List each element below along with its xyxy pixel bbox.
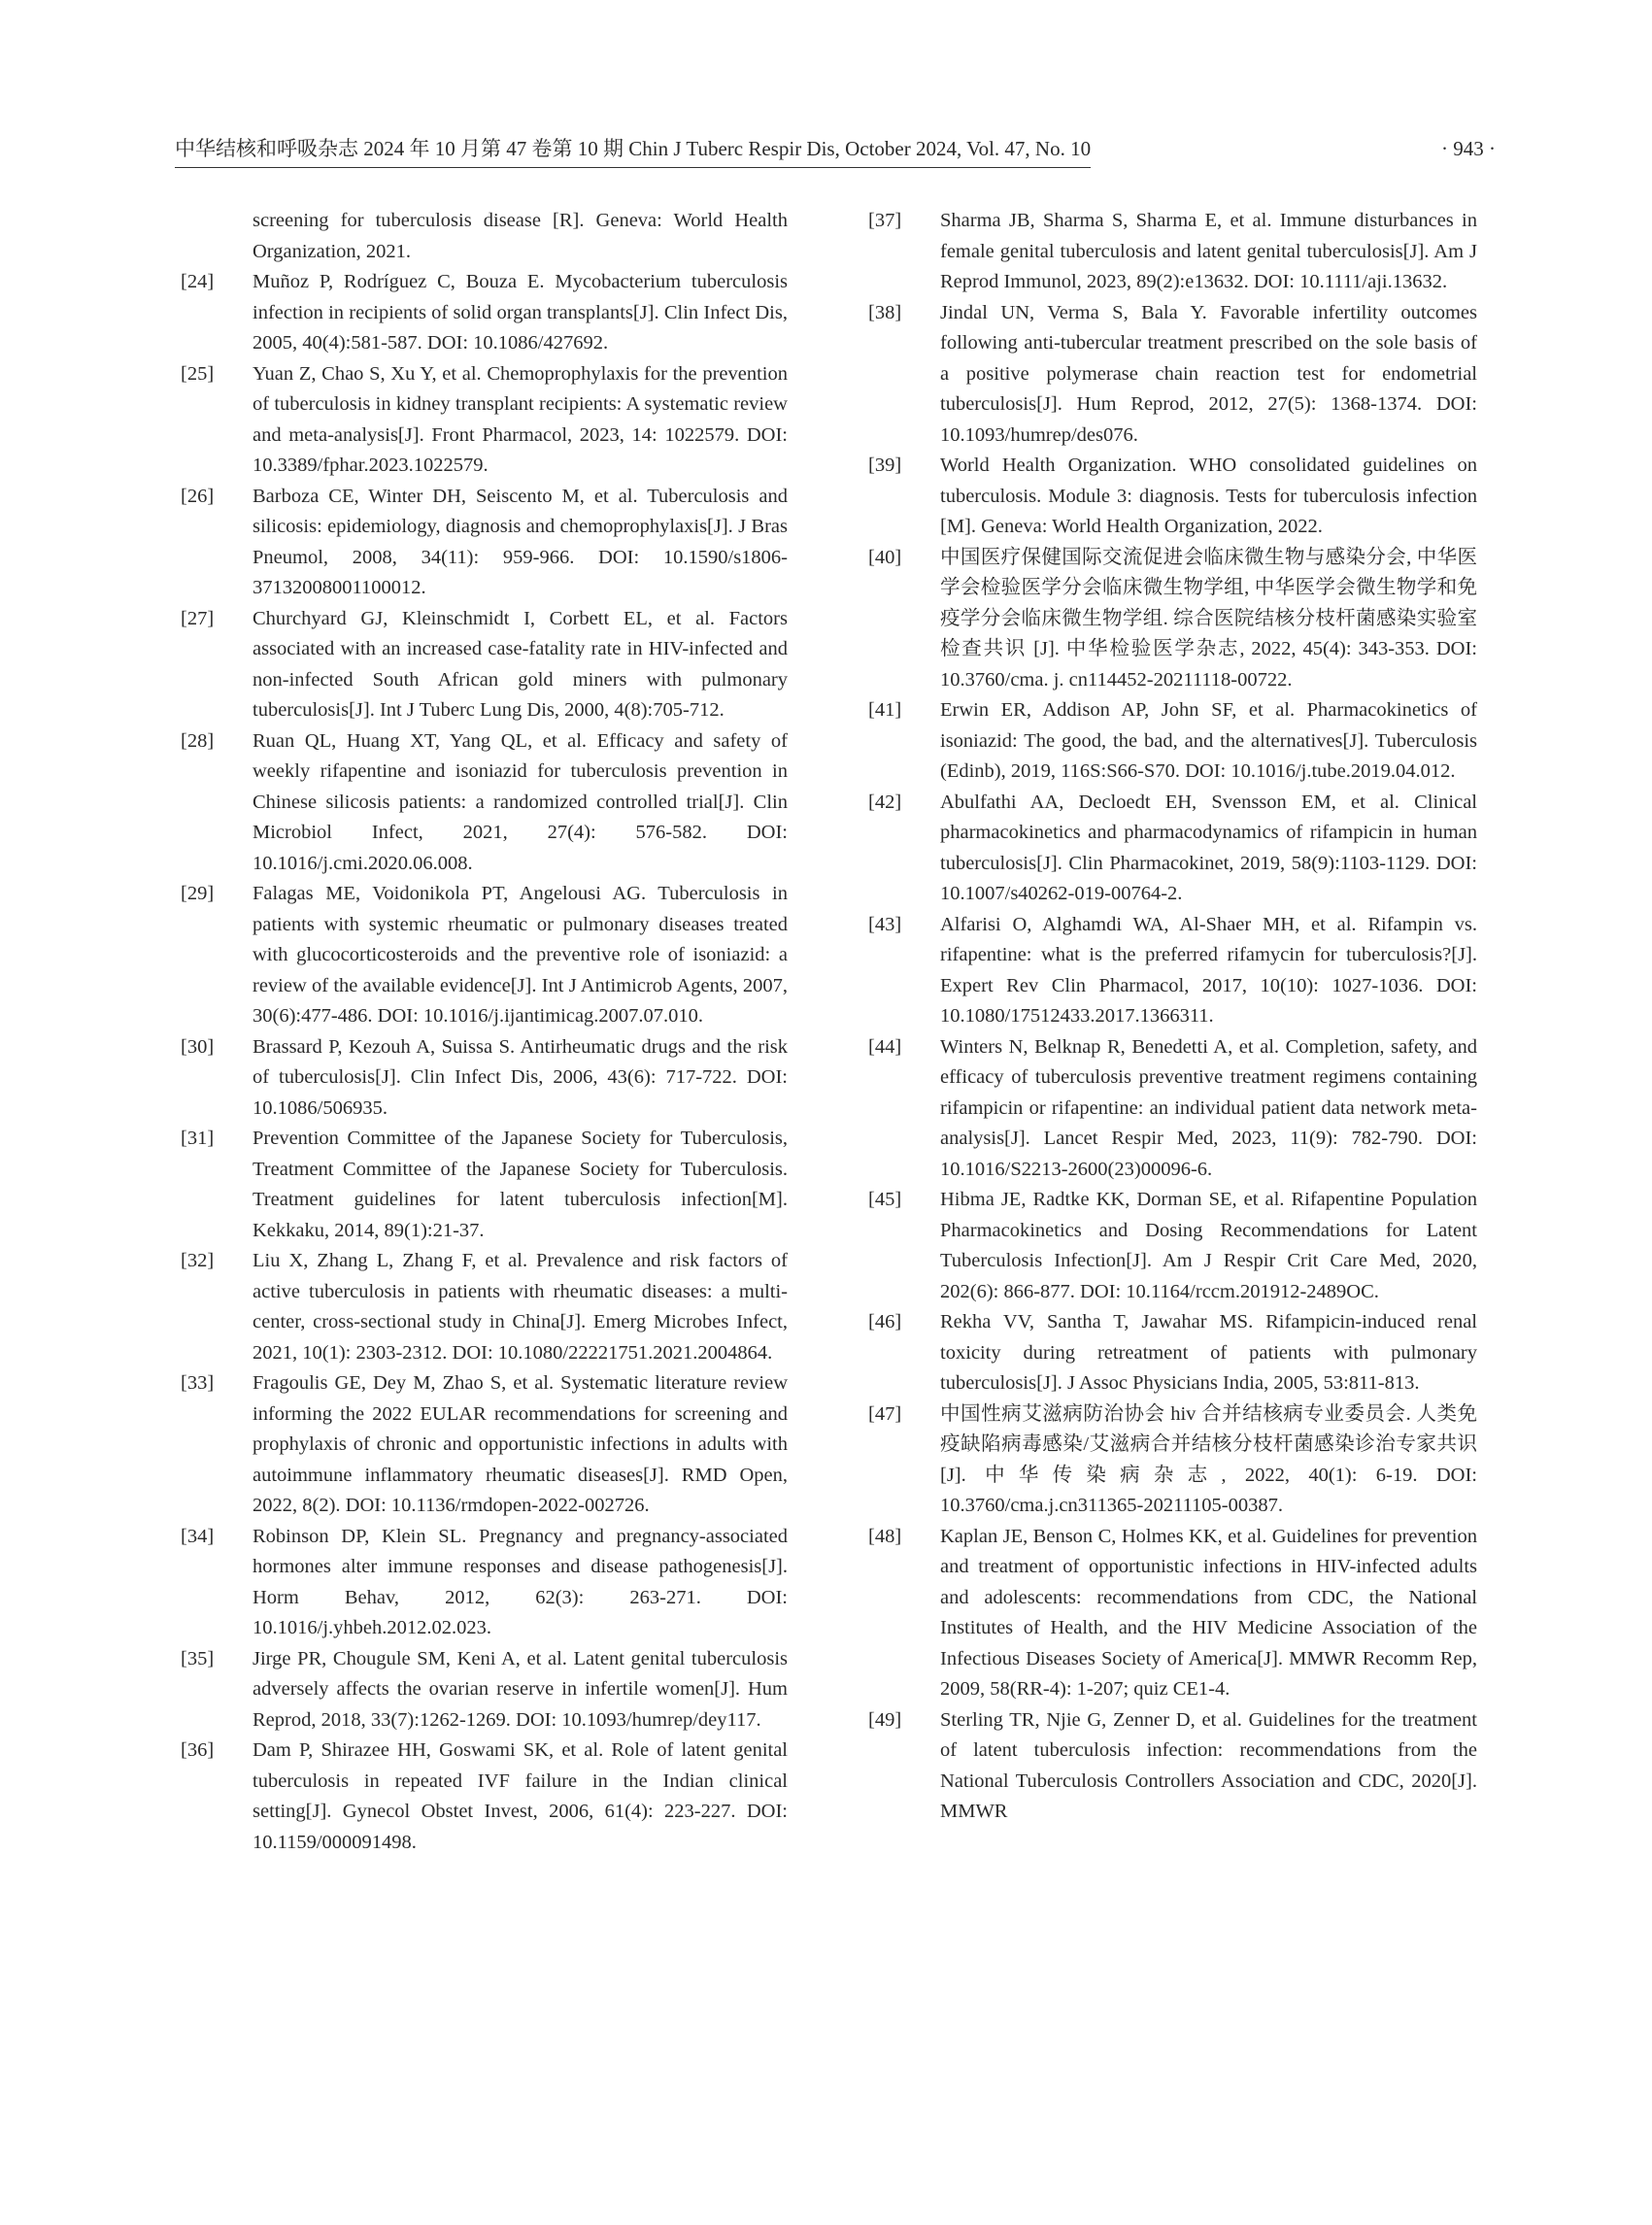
reference-number: [27] xyxy=(181,607,215,629)
reference-number: [41] xyxy=(868,699,902,721)
reference-text: Yuan Z, Chao S, Xu Y, et al. Chemoprophylaxis for the prevention of tuberculosis in kidney transplant recipients: A systematic review and meta-analysis[J]. Front Pharmacol, 2023, 14: 1022579. DOI: 10.3389/fphar.2023.1022579. xyxy=(253,362,788,476)
reference-number: [43] xyxy=(868,913,902,935)
reference-text: Rekha VV, Santha T, Jawahar MS. Rifampicin-induced renal toxicity during retreatment of patients with pulmonary tuberculosis[J]. J Assoc Physicians India, 2005, 53:811-813. xyxy=(940,1311,1477,1394)
reference-entry xyxy=(868,206,1477,298)
reference-entry xyxy=(181,1644,788,1736)
reference-number: [34] xyxy=(181,1525,215,1547)
reference-entry xyxy=(181,206,788,267)
reference-number: [42] xyxy=(868,791,902,813)
reference-entry xyxy=(868,543,1477,696)
reference-text: Liu X, Zhang L, Zhang F, et al. Prevalence and risk factors of active tuberculosis in patients with rheumatic diseases: a multi-center, cross-sectional study in China[J]. Emerg Microbes Infect, 2021, 10(1): 2303-2312. DOI: 10.1080/22221751.2021.2004864. xyxy=(253,1250,788,1364)
reference-number: [32] xyxy=(181,1250,215,1271)
reference-entry xyxy=(181,1124,788,1246)
reference-entry xyxy=(868,1522,1477,1705)
reference-number: [44] xyxy=(868,1035,902,1058)
reference-entry xyxy=(181,267,788,359)
reference-text: 中国性病艾滋病防治协会 hiv 合并结核病专业委员会. 人类免疫缺陷病毒感染/艾滋病合并结核分枝杆菌感染诊治专家共识 [J]. 中华传染病杂志, 2022, 40(1): 6-19. DOI: 10.3760/cma.j.cn311365-20211105-00387. xyxy=(940,1402,1477,1516)
reference-entry xyxy=(868,451,1477,543)
reference-text: Prevention Committee of the Japanese Society for Tuberculosis, Treatment Committee of the Japanese Society for Tuberculosis. Treatment guidelines for latent tuberculosis infection[M]. Kekkaku, 2014, 89(1):21-37. xyxy=(253,1128,788,1241)
reference-entry xyxy=(181,604,788,726)
reference-number: [29] xyxy=(181,883,215,904)
reference-number: [31] xyxy=(181,1128,215,1149)
reference-text: Fragoulis GE, Dey M, Zhao S, et al. Systematic literature review informing the 2022 EULAR recommendations for screening and prophylaxis of chronic and opportunistic infections in adults with autoimmune inflammatory rheumatic diseases[J]. RMD Open, 2022, 8(2). DOI: 10.1136/rmdopen-2022-002726. xyxy=(253,1372,788,1516)
reference-text: Brassard P, Kezouh A, Suissa S. Antirheumatic drugs and the risk of tuberculosis[J]. Clin Infect Dis, 2006, 43(6): 717-722. DOI: 10.1086/506935. xyxy=(253,1035,788,1119)
reference-text: screening for tuberculosis disease [R]. Geneva: World Health Organization, 2021. xyxy=(253,210,788,262)
reference-text: Jindal UN, Verma S, Bala Y. Favorable infertility outcomes following anti-tubercular treatment prescribed on the sole basis of a positive polymerase chain reaction test for endometrial tuberculosis[J]. Hum Reprod, 2012, 27(5): 1368-1374. DOI: 10.1093/humrep/des076. xyxy=(940,301,1477,446)
reference-entry xyxy=(181,1368,788,1522)
reference-text: Falagas ME, Voidonikola PT, Angelousi AG. Tuberculosis in patients with systemic rheumatic or pulmonary diseases treated with glucocorticosteroids and the preventive role of isoniazid: a review of the available evidence[J]. Int J Antimicrob Agents, 2007, 30(6):477-486. DOI: 10.1016/j.ijantimicag.2007.07.010. xyxy=(253,883,788,1027)
reference-number: [35] xyxy=(181,1647,215,1669)
reference-entry xyxy=(181,879,788,1032)
reference-entry xyxy=(181,1522,788,1644)
reference-text: Abulfathi AA, Decloedt EH, Svensson EM, et al. Clinical pharmacokinetics and pharmacodynamics of rifampicin in human tuberculosis[J]. Clin Pharmacokinet, 2019, 58(9):1103-1129. DOI: 10.1007/s40262-019-00764-2. xyxy=(940,791,1477,904)
reference-number: [33] xyxy=(181,1372,215,1394)
reference-number: [48] xyxy=(868,1525,902,1547)
reference-number: [49] xyxy=(868,1708,902,1731)
reference-number: [26] xyxy=(181,485,215,507)
reference-number: [28] xyxy=(181,729,215,752)
reference-text: Churchyard GJ, Kleinschmidt I, Corbett EL, et al. Factors associated with an increased case-fatality rate in HIV-infected and non-infected South African gold miners with pulmonary tuberculosis[J]. Int J Tuberc Lung Dis, 2000, 4(8):705-712. xyxy=(253,607,788,721)
journal-header-title: 中华结核和呼吸杂志 2024 年 10 月第 47 卷第 10 期 Chin J Tuberc Respir Dis, October 2024, Vol. 47, No. 10 xyxy=(175,132,1091,168)
reference-number: [39] xyxy=(868,455,902,476)
reference-number: [38] xyxy=(868,301,902,323)
reference-text: Jirge PR, Chougule SM, Keni A, et al. Latent genital tuberculosis adversely affects the ovarian reserve in infertile women[J]. Hum Reprod, 2018, 33(7):1262-1269. DOI: 10.1093/humrep/dey117. xyxy=(253,1647,788,1731)
reference-entry xyxy=(868,1032,1477,1186)
reference-number: [30] xyxy=(181,1035,215,1058)
reference-number: [47] xyxy=(868,1402,902,1425)
reference-text: World Health Organization. WHO consolidated guidelines on tuberculosis. Module 3: diagnosis. Tests for tuberculosis infection [M]. Geneva: World Health Organization, 2022. xyxy=(940,455,1477,537)
reference-number: [24] xyxy=(181,271,215,292)
reference-text: Ruan QL, Huang XT, Yang QL, et al. Efficacy and safety of weekly rifapentine and isoniazid for tuberculosis prevention in Chinese silicosis patients: a randomized controlled trial[J]. Clin Microbiol Infect, 2021, 27(4): 576-582. DOI: 10.1016/j.cmi.2020.06.008. xyxy=(253,729,788,874)
reference-text: Dam P, Shirazee HH, Goswami SK, et al. Role of latent genital tuberculosis in repeated IVF failure in the Indian clinical setting[J]. Gynecol Obstet Invest, 2006, 61(4): 223-227. DOI: 10.1159/000091498. xyxy=(253,1739,788,1853)
reference-text: Erwin ER, Addison AP, John SF, et al. Pharmacokinetics of isoniazid: The good, the bad, and the alternatives[J]. Tuberculosis (Edinb), 2019, 116S:S66-S70. DOI: 10.1016/j.tube.2019.04.012. xyxy=(940,699,1477,782)
reference-entry xyxy=(868,788,1477,910)
reference-text: Robinson DP, Klein SL. Pregnancy and pregnancy-associated hormones alter immune responses and disease pathogenesis[J]. Horm Behav, 2012, 62(3): 263-271. DOI: 10.1016/j.yhbeh.2012.02.023. xyxy=(253,1525,788,1638)
reference-entry xyxy=(868,1307,1477,1399)
reference-number: [37] xyxy=(868,210,902,231)
reference-text: Alfarisi O, Alghamdi WA, Al-Shaer MH, et al. Rifampin vs. rifapentine: what is the preferred rifamycin for tuberculosis?[J]. Expert Rev Clin Pharmacol, 2017, 10(10): 1027-1036. DOI: 10.1080/17512433.2017.1366311. xyxy=(940,913,1477,1027)
reference-text: Sharma JB, Sharma S, Sharma E, et al. Immune disturbances in female genital tuberculosis and latent genital tuberculosis[J]. Am J Reprod Immunol, 2023, 89(2):e13632. DOI: 10.1111/aji.13632. xyxy=(940,210,1477,292)
reference-number: [40] xyxy=(868,546,902,568)
reference-text: Winters N, Belknap R, Benedetti A, et al. Completion, safety, and efficacy of tuberculosis preventive treatment regimens containing rifampicin or rifapentine: an individual patient data network meta-analysis[J]. Lancet Respir Med, 2023, 11(9): 782-790. DOI: 10.1016/S2213-2600(23)00096-6. xyxy=(940,1035,1477,1180)
reference-entry xyxy=(181,1032,788,1125)
reference-entry xyxy=(868,298,1477,452)
reference-number: [36] xyxy=(181,1739,215,1761)
reference-entry xyxy=(868,1705,1477,1828)
reference-entry xyxy=(181,1736,788,1858)
reference-text: 中国医疗保健国际交流促进会临床微生物与感染分会, 中华医学会检验医学分会临床微生物学组, 中华医学会微生物学和免疫学分会临床微生物学组. 综合医院结核分枝杆菌感染实验室检查共识 [J]. 中华检验医学杂志, 2022, 45(4): 343-353. DOI: 10.3760/cma. j. cn114452-20211118-00722. xyxy=(940,546,1477,691)
reference-entry xyxy=(868,1399,1477,1522)
page-number: · 943 · xyxy=(1441,137,1496,160)
reference-entry xyxy=(181,482,788,604)
reference-entry xyxy=(181,359,788,482)
reference-number: [25] xyxy=(181,362,215,385)
references-left-column xyxy=(181,206,788,1858)
reference-text: Muñoz P, Rodríguez C, Bouza E. Mycobacterium tuberculosis infection in recipients of solid organ transplants[J]. Clin Infect Dis, 2005, 40(4):581-587. DOI: 10.1086/427692. xyxy=(253,271,788,354)
reference-entry xyxy=(868,1185,1477,1307)
references-right-column xyxy=(868,206,1477,1828)
reference-number: [45] xyxy=(868,1189,902,1210)
reference-entry xyxy=(181,726,788,880)
reference-text: Kaplan JE, Benson C, Holmes KK, et al. Guidelines for prevention and treatment of opportunistic infections in HIV-infected adults and adolescents: recommendations from CDC, the National Institutes of Health, and the HIV Medicine Association of the Infectious Diseases Society of America[J]. MMWR Recomm Rep, 2009, 58(RR-4): 1-207; quiz CE1-4. xyxy=(940,1525,1477,1700)
reference-text: Sterling TR, Njie G, Zenner D, et al. Guidelines for the treatment of latent tuberculosis infection: recommendations from the National Tuberculosis Controllers Association and CDC, 2020[J]. MMWR xyxy=(940,1708,1477,1822)
reference-text: Barboza CE, Winter DH, Seiscento M, et al. Tuberculosis and silicosis: epidemiology, diagnosis and chemoprophylaxis[J]. J Bras Pneumol, 2008, 34(11): 959-966. DOI: 10.1590/s1806-37132008001100012. xyxy=(253,485,788,598)
reference-entry xyxy=(868,910,1477,1032)
reference-text: Hibma JE, Radtke KK, Dorman SE, et al. Rifapentine Population Pharmacokinetics and Dosing Recommendations for Latent Tuberculosis Infection[J]. Am J Respir Crit Care Med, 2020, 202(6): 866-877. DOI: 10.1164/rccm.201912-2489OC. xyxy=(940,1189,1477,1302)
reference-entry xyxy=(181,1246,788,1368)
reference-number: [46] xyxy=(868,1311,902,1332)
reference-entry xyxy=(868,695,1477,788)
running-header xyxy=(175,132,1496,165)
